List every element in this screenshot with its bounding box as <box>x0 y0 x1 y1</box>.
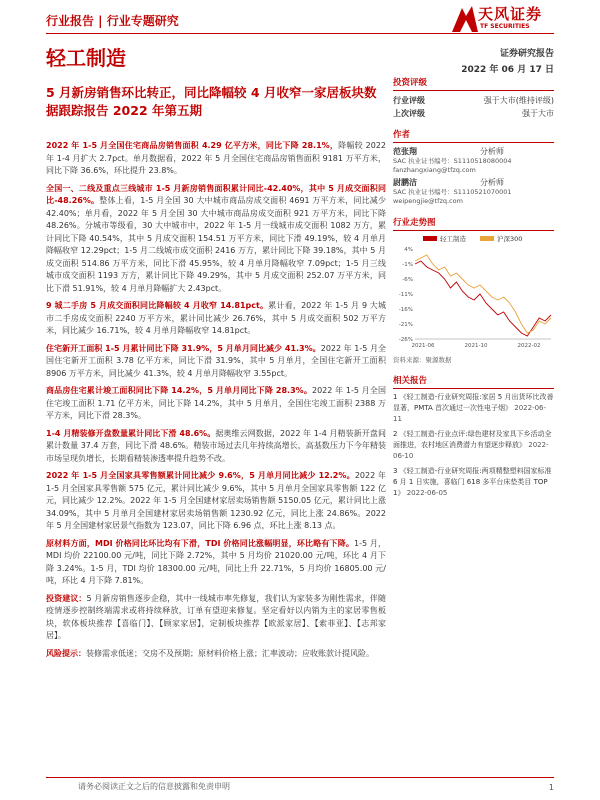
related-title[interactable]: 3 《轻工制造-行业研究周报:两项精整塑料国家标准 6 月 1 日实施，喜临门 618 多平台床垫类目 TOP 1》 <box>393 467 552 497</box>
related-date: 2022-06-11 <box>393 404 547 423</box>
analyst-email[interactable]: weipengjie@tfzq.com <box>393 197 463 205</box>
related-title[interactable]: 2 《轻工制造-行业点评:绿色建材及家具下乡活动全面推进，农村地区消费潜力有望逐步释放》 <box>393 430 552 449</box>
page-number: 1 <box>548 783 554 792</box>
paragraph-lead: 住宅新开工面积 1-5 月累计同比下降 31.9%，5 月单月同比减少 41.3%。 <box>46 343 321 353</box>
paragraph <box>46 300 386 338</box>
paragraph-text: 据奥维云网数据，2022 年 1-4 月精装新开盘间累计数量 37.4 万套，同比下滑 48.6%。精装市场过去几年持续高增长，高基数压力下今年精装市场呈现负增长，长期看精装渗透率提升趋势不改。 <box>46 428 386 463</box>
related-heading: 相关报告 <box>393 374 554 389</box>
y-tick-label: -16% <box>398 307 413 313</box>
paragraph-lead: 9 城二手房 5 月成交面积同比降幅较 4 月收窄 14.81pct。 <box>46 301 269 310</box>
paragraph-lead: 原材料方面，MDI 价格同比环比均有下滑，TDI 价格同比涨幅明显，环比略有下降。 <box>46 538 355 548</box>
footer-divider <box>46 777 554 778</box>
chart-legend <box>423 234 554 243</box>
related-reports <box>393 392 554 499</box>
analyst-card <box>393 146 554 175</box>
trend-chart <box>393 243 554 353</box>
logo-text-en: TF SECURITIES <box>480 23 530 30</box>
legend-label: 轻工制造 <box>440 235 466 243</box>
paragraph <box>46 140 386 178</box>
analyst-role: 分析师 <box>480 178 504 187</box>
paragraph <box>46 385 386 423</box>
trend-chart-svg <box>393 243 554 353</box>
rating-row <box>393 94 554 107</box>
paragraph-lead: 全国一、二线及重点三线城市 1-5 月新房销售面积累计同比-42.40%，其中 5 月成交面积同比-48.26%。 <box>46 183 386 205</box>
related-title[interactable]: 1 《轻工制造-行业研究周报:家居 5 月出货环比改善显著，PMTA 首次通过一次性电子烟》 <box>393 393 554 412</box>
rating-heading: 投资评级 <box>393 76 554 91</box>
series-line-沪深300 <box>415 255 551 333</box>
y-tick-label: -1% <box>402 262 413 268</box>
rating-row <box>393 107 554 120</box>
analyst-card <box>393 177 554 206</box>
analyst-email[interactable]: fanzhangxiang@tfzq.com <box>393 166 476 174</box>
analyst-name: 范张翔 <box>393 147 417 156</box>
legend-swatch <box>423 236 437 241</box>
rating-key: 上次评级 <box>393 109 425 118</box>
report-date: 2022 年 06 月 17 日 <box>461 65 554 75</box>
paragraph <box>46 183 386 296</box>
series-line-轻工制造 <box>415 261 551 336</box>
paragraph-text: 5 月新房销售逐步企稳，其中一线城市率先修复，我们认为家装多为刚性需求，伴随疫情逐步控制终端需求或将持续释放，订单有望迎来修复。坚定看好以内销为主的家居零售板块，软体板块推荐【喜临门】、【顾家家居】，定制板块推荐【欧派家居】、【索菲亚】、【志邦家居】。 <box>46 593 386 640</box>
paragraph-text: 装修需求低迷；交房不及预期；原材料价格上涨；汇率波动；应收账款计提风险。 <box>86 648 374 658</box>
y-tick-label: -6% <box>402 277 413 283</box>
paragraph-text: 降幅较 2022 年 1-4 月扩大 2.7pct。单月数据看，2022 年 5 月全国住宅商品房销售面积 9181 万平方米，同比下降 36.6%，环比提升 23.8%。 <box>46 141 387 175</box>
paragraph <box>46 648 386 661</box>
paragraph-text: 2022 年 1-5 月全国住宅竣工面积 1.71 亿平方米，同比下降 14.2%，其中 5 月单月，全国住宅竣工面积 2388 万平方米，同比下滑 28.3%。 <box>46 386 386 420</box>
sidebar <box>393 76 554 503</box>
page-title: 轻工制造 <box>46 46 126 70</box>
paragraph-lead: 商品房住宅累计竣工面积同比下降 14.2%，5 月单月同比下降 28.3%。 <box>46 386 312 395</box>
analyst-name: 尉鹏洁 <box>393 178 417 187</box>
paragraph <box>46 538 386 588</box>
logo-text-cn: 天风证券 <box>478 5 543 23</box>
paragraph-lead: 1-4 月精装修开盘数量累计同比下滑 48.6%。 <box>46 428 216 438</box>
report-category: 行业报告 | 行业专题研究 <box>46 14 179 28</box>
paragraph-lead: 2022 年 1-5 月全国住宅商品房销售面积 4.29 亿平方米，同比下降 28.1%， <box>46 141 339 150</box>
paragraph <box>46 428 386 466</box>
trend-heading: 行业走势图 <box>393 216 554 231</box>
rating-value: 强于大市 <box>522 109 554 118</box>
paragraph <box>46 470 386 533</box>
author-heading: 作者 <box>393 128 554 143</box>
footer-disclaimer: 请务必阅读正文之后的信息披露和免责申明 <box>78 782 230 791</box>
paragraph-lead: 风险提示： <box>46 648 86 658</box>
paragraph-text: 2022 年 1-5 月全国住宅新开工面积 3.78 亿平方米，同比下滑 31.9%，其中 5 月单月，全国住宅新开工面积 8906 万平方米，同比减少 41.3%，较 4 月单月降幅收窄 3.55pct。 <box>46 343 387 378</box>
report-type: 证券研究报告 <box>499 49 554 59</box>
rating-key: 行业评级 <box>393 96 425 105</box>
header-divider <box>46 33 554 34</box>
analyst-cert: SAC 执业证书编号：S1110521070001 <box>393 188 512 196</box>
main-body <box>46 140 386 665</box>
legend-swatch <box>480 236 494 241</box>
chart-source: 资料来源：聚源数据 <box>393 356 452 364</box>
paragraph-lead: 2022 年 1-5 月全国家具零售额累计同比减少 9.6%，5 月单月同比减少 12.2%。 <box>46 471 355 480</box>
related-report[interactable] <box>393 429 554 462</box>
y-tick-label: 4% <box>404 247 413 253</box>
paragraph-text: 1-5 月，MDI 均价 22100.00 元/吨，同比下降 2.72%，其中 5 月均价 21020.00 元/吨，环比 4 月下降 3.24%。1-5 月，TDI 均价 18300.00 元/吨，同比上升 22.71%，5 月均价 16805.00 元/吨，环比 4 月下降 7.81%。 <box>46 538 386 585</box>
analyst-cert: SAC 执业证书编号：S1110518080004 <box>393 157 512 165</box>
x-tick-label: 2021-10 <box>464 343 488 349</box>
legend-label: 沪深300 <box>497 235 523 243</box>
related-date: 2022-06-10 <box>393 441 549 460</box>
x-tick-label: 2021-06 <box>411 343 435 349</box>
related-date: 2022-06-05 <box>406 489 448 497</box>
paragraph-text: 2022 年 1-5 月全国家具零售额 575 亿元，累计同比减少 9.6%，其中 5 月单月全国家具零售额 122 亿元，同比减少 12.2%。2022 年 1-5 月全国建材家居卖场销售额 5150.05 亿元，累计同比上涨 34.09%，其中 5 月单月全国建材家居卖场销售额 1230.92 亿元，同比上涨 24.86%。2022 年 5 月全国建材家居景气指数为 123.07，同比下降 6.96 点，环比上涨 8.13 点。 <box>46 471 386 530</box>
report-subtitle: 5 月新房销售环比转正，同比降幅较 4 月收窄一家居板块数据跟踪报告 2022 年第五期 <box>46 85 377 118</box>
y-tick-label: -11% <box>398 292 413 298</box>
related-report[interactable] <box>393 466 554 499</box>
paragraph <box>46 343 386 381</box>
related-report[interactable] <box>393 392 554 425</box>
analyst-role: 分析师 <box>480 147 504 156</box>
x-tick-label: 2022-02 <box>517 343 541 349</box>
paragraph-text: 整体上看，1-5 月全国 30 大中城市商品房成交面积 4691 万平方米，同比减少 42.40%；单月看，2022 年 5 月全国 30 大中城市商品房成交面积 921 万平方米，同比下降 48.26%。分城市等级看，30 大中城市中，2022 年 1-5 月一线城市成交面积 1082 万方，累计同比下降 40.54%，其中 5 月成交面积 154.51 万平方米，同比下滑 49.19%，较 4 月单月降幅收窄 12.29pct；1-5 月二线城市成交面积 2416 万方，累计同比下降 39.18%，其中 5 月成交面积 514.86 万平方米，同比下滑 45.95%，较 4 月单月降幅收窄 7.09pct；1-5 月三线城市成交面积 1193 万方，累计同比下降 49.29%，其中 5 月成交面积 252.07 万平方米，同比下滑 51.91%，较 4 月单月降幅扩大 2.43pct。 <box>46 196 386 293</box>
paragraph-text: 累计看，2022 年 1-5 月 9 大城市二手房成交面积 2240 万平方米，累计同比减少 26.76%，其中 5 月成交面积 502 万平方米，同比减少 16.71%，较 4 月单月降幅收窄 14.81pct。 <box>46 301 386 335</box>
paragraph-lead: 投资建议： <box>46 593 87 603</box>
y-tick-label: -21% <box>398 322 413 328</box>
rating-value: 强于大市(维持评级) <box>483 96 554 105</box>
paragraph <box>46 593 386 643</box>
y-tick-label: -26% <box>398 337 413 343</box>
